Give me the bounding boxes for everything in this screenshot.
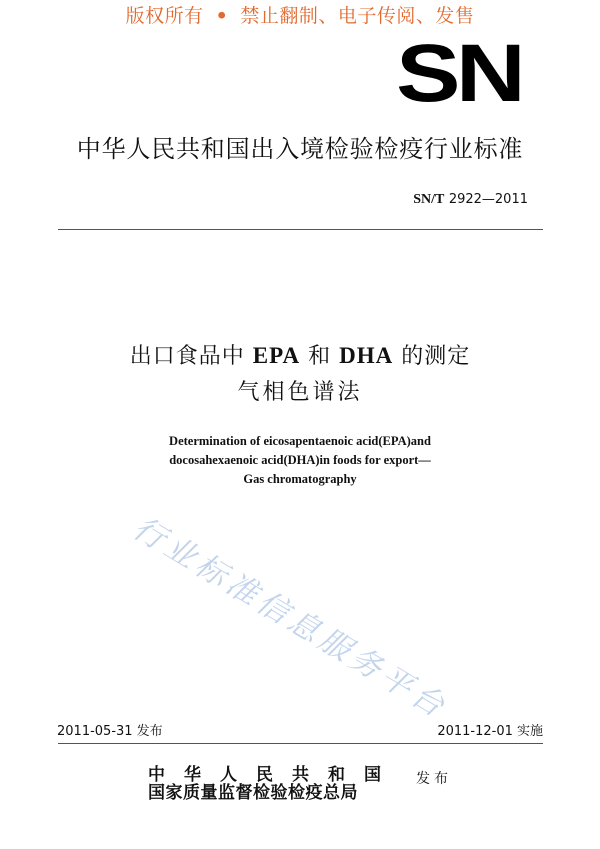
title-cn-part: 的测定 bbox=[393, 344, 471, 369]
footer-divider bbox=[58, 743, 543, 744]
header-divider bbox=[58, 229, 543, 230]
standard-code-prefix: SN/T bbox=[413, 192, 445, 207]
issuer-block bbox=[148, 766, 400, 802]
copyright-left: 版权所有 bbox=[125, 5, 204, 27]
copyright-notice bbox=[0, 3, 600, 29]
title-cn-line1 bbox=[0, 341, 600, 372]
sn-logo: SN bbox=[396, 28, 521, 119]
standard-code bbox=[413, 190, 528, 209]
separator-dot: • bbox=[215, 5, 229, 27]
standard-code-number: 2922—2011 bbox=[448, 192, 528, 207]
issue-label: 发布 bbox=[416, 771, 452, 787]
title-en-line3: Gas chromatography bbox=[243, 472, 357, 486]
title-en-line2: docosahexaenoic acid(DHA)in foods for export— bbox=[169, 453, 431, 467]
title-en bbox=[0, 432, 600, 489]
title-cn-part: 出口食品中 bbox=[129, 344, 253, 369]
title-cn-line2: 气相色谱法 bbox=[237, 380, 363, 405]
title-epa: EPA bbox=[252, 343, 301, 368]
title-cn-part: 和 bbox=[300, 344, 340, 369]
issuer-line2: 国家质量监督检验检疫总局 bbox=[148, 783, 358, 803]
title-en-line1: Determination of eicosapentaenoic acid(EPA)and bbox=[169, 434, 431, 448]
copyright-right: 禁止翻制、电子传阅、发售 bbox=[240, 5, 475, 27]
issuer-line1: 中华人民共和国 bbox=[148, 765, 400, 785]
implement-date: 2011-12-01 实施 bbox=[437, 724, 543, 739]
title-dha: DHA bbox=[339, 343, 394, 368]
watermark: 行业标准信息服务平台 bbox=[126, 510, 455, 727]
publish-date: 2011-05-31 发布 bbox=[57, 724, 163, 739]
standard-category-heading: 中华人民共和国出入境检验检疫行业标准 bbox=[76, 135, 524, 163]
